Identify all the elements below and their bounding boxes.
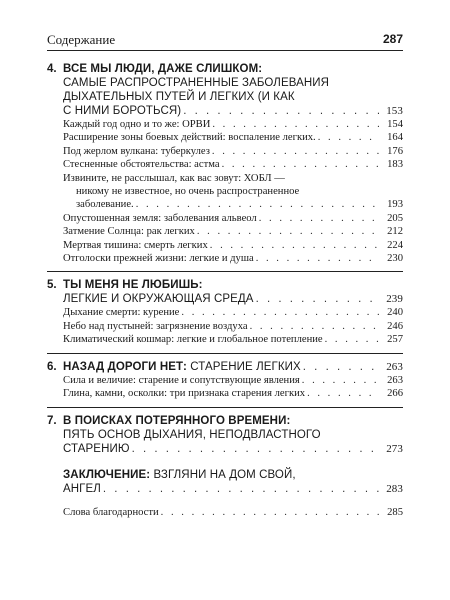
toc-entry[interactable]: [63, 320, 403, 333]
chapter-heading[interactable]: [63, 414, 403, 456]
conclusion-heading-bold: ЗАКЛЮЧЕНИЕ:: [63, 468, 151, 481]
toc-entry[interactable]: [63, 252, 403, 265]
entry-title: Извините, не расслышал, как вас зовут: ХОБЛ —: [63, 172, 285, 184]
entry-page: 266: [387, 388, 403, 400]
chapter-page: 273: [386, 442, 403, 455]
chapter-heading-bold: В ПОИСКАХ ПОТЕРЯННОГО ВРЕМЕНИ:: [63, 414, 291, 427]
acknowledgements: [47, 506, 403, 519]
chapter-heading-line: СТАРЕНИЮ: [63, 442, 130, 455]
entry-title-continuation: заболевание.: [76, 199, 134, 211]
entry-title: Опустошенная земля: заболевания альвеол: [63, 212, 257, 224]
dot-leader: [212, 118, 379, 131]
toc-entry[interactable]: [63, 212, 403, 225]
dot-leader: [318, 131, 379, 144]
chapter-number: 5.: [47, 279, 57, 292]
dot-leader: [325, 333, 379, 346]
entry-title-continuation: никому не известное, но очень распространенное: [76, 186, 300, 198]
conclusion-heading[interactable]: [63, 468, 403, 496]
entry-title: Дыхание смерти: курение: [63, 307, 180, 319]
entry-page: 224: [387, 239, 403, 251]
chapter-number: 7.: [47, 414, 57, 427]
chapter-heading[interactable]: [63, 278, 403, 306]
entry-page: 212: [387, 226, 403, 238]
entry-title: Расширение зоны боевых действий: воспаление легких.: [63, 132, 316, 144]
toc-entry[interactable]: [63, 506, 403, 519]
chapter-page: 263: [386, 360, 403, 373]
dot-leader: [197, 225, 379, 238]
chapter-heading-bold: ТЫ МЕНЯ НЕ ЛЮБИШЬ:: [63, 279, 203, 292]
dot-leader: [210, 239, 379, 252]
chapter-7: [47, 414, 403, 456]
entry-page: 285: [387, 506, 403, 518]
toc-entry[interactable]: [63, 158, 403, 171]
chapter-heading[interactable]: [63, 360, 403, 374]
toc-entry[interactable]: [63, 225, 403, 238]
dot-leader: [250, 320, 379, 333]
toc-entry[interactable]: [63, 118, 403, 131]
entry-title: Затмение Солнца: рак легких: [63, 226, 195, 238]
running-title: Содержание: [47, 32, 116, 47]
dot-leader: [302, 374, 379, 387]
chapter-6: [47, 360, 403, 401]
chapter-heading-line: ПЯТЬ ОСНОВ ДЫХАНИЯ, НЕПОДВЛАСТНОГО: [63, 428, 321, 441]
entry-page: 176: [387, 145, 403, 157]
dot-leader: [132, 442, 379, 456]
entry-page: 240: [387, 307, 403, 319]
chapter-page: 239: [386, 293, 403, 306]
entry-title: Отголоски прежней жизни: легкие и душа: [63, 253, 254, 265]
chapter-heading-bold: ВСЕ МЫ ЛЮДИ, ДАЖЕ СЛИШКОМ:: [63, 63, 263, 75]
conclusion-heading-rest: ВЗГЛЯНИ НА ДОМ СВОЙ,: [150, 468, 296, 481]
page-header: [47, 30, 403, 50]
page-number: 287: [382, 32, 403, 46]
dot-leader: [181, 306, 379, 319]
entry-title: Сила и величие: старение и сопутствующие явления: [63, 374, 300, 386]
dot-leader: [222, 158, 379, 171]
entry-title: Небо над пустыней: загрязнение воздуха: [63, 320, 248, 332]
toc-entry[interactable]: [63, 239, 403, 252]
entry-title: Слова благодарности: [63, 506, 159, 518]
chapter-heading-rest: СТАРЕНИЕ ЛЕГКИХ: [186, 360, 301, 373]
entry-page: 183: [387, 159, 403, 171]
entry-title: Мертвая тишина: смерть легких: [63, 239, 208, 251]
header-rule: [47, 50, 403, 51]
toc-entry[interactable]: [63, 387, 403, 400]
toc-entry[interactable]: [63, 131, 403, 144]
dot-leader: [212, 145, 379, 158]
entry-title: Каждый год одно и то же: ОРВИ: [63, 119, 211, 130]
entry-title: Стесненные обстоятельства: астма: [63, 159, 220, 171]
toc-entry[interactable]: [63, 374, 403, 387]
dot-leader: [103, 482, 379, 496]
section-divider: [47, 353, 403, 354]
entry-page: 257: [387, 334, 403, 346]
chapter-heading-bold: НАЗАД ДОРОГИ НЕТ:: [63, 360, 187, 373]
chapter-heading-line: ЛЕГКИЕ И ОКРУЖАЮЩАЯ СРЕДА: [63, 293, 254, 306]
chapter-heading-line: САМЫЕ РАСПРОСТРАНЕННЫЕ ЗАБОЛЕВАНИЯ: [63, 77, 330, 89]
dot-leader: [136, 198, 379, 211]
entry-page: 246: [387, 320, 403, 332]
entry-page: 193: [387, 199, 403, 211]
entry-page: 154: [387, 119, 403, 130]
section-divider: [47, 271, 403, 272]
chapter-heading-line: С НИМИ БОРОТЬСЯ): [63, 105, 182, 117]
dot-leader: [259, 212, 379, 225]
entry-page: 205: [387, 212, 403, 224]
section-divider: [47, 407, 403, 408]
entry-title: Климатический кошмар: легкие и глобальное потепление: [63, 334, 323, 346]
toc-entry[interactable]: [63, 333, 403, 346]
conclusion-page: 283: [386, 482, 403, 495]
toc-entry[interactable]: [63, 145, 403, 158]
chapter-5: [47, 278, 403, 346]
chapter-4: [47, 62, 403, 265]
chapter-page: 153: [386, 105, 403, 117]
entry-page: 263: [387, 374, 403, 386]
dot-leader: [307, 387, 379, 400]
chapter-heading-line: ДЫХАТЕЛЬНЫХ ПУТЕЙ И ЛЕГКИХ (И КАК: [63, 91, 295, 103]
dot-leader: [256, 292, 379, 306]
dot-leader: [303, 360, 379, 374]
toc-entry[interactable]: [63, 306, 403, 319]
conclusion: [47, 468, 403, 496]
entry-title: Глина, камни, осколки: три признака старения легких: [63, 388, 306, 400]
toc-body: [47, 60, 403, 519]
conclusion-heading-line: АНГЕЛ: [63, 482, 101, 495]
dot-leader: [183, 104, 379, 118]
chapter-number: 4.: [47, 63, 57, 75]
dot-leader: [161, 506, 379, 519]
entry-page: 230: [387, 253, 403, 265]
toc-entry[interactable]: [63, 172, 403, 212]
chapter-number: 6.: [47, 360, 57, 373]
dot-leader: [256, 252, 379, 265]
entry-page: 164: [387, 132, 403, 144]
entry-title: Под жерлом вулкана: туберкулез: [63, 145, 210, 157]
chapter-heading[interactable]: [63, 62, 403, 118]
